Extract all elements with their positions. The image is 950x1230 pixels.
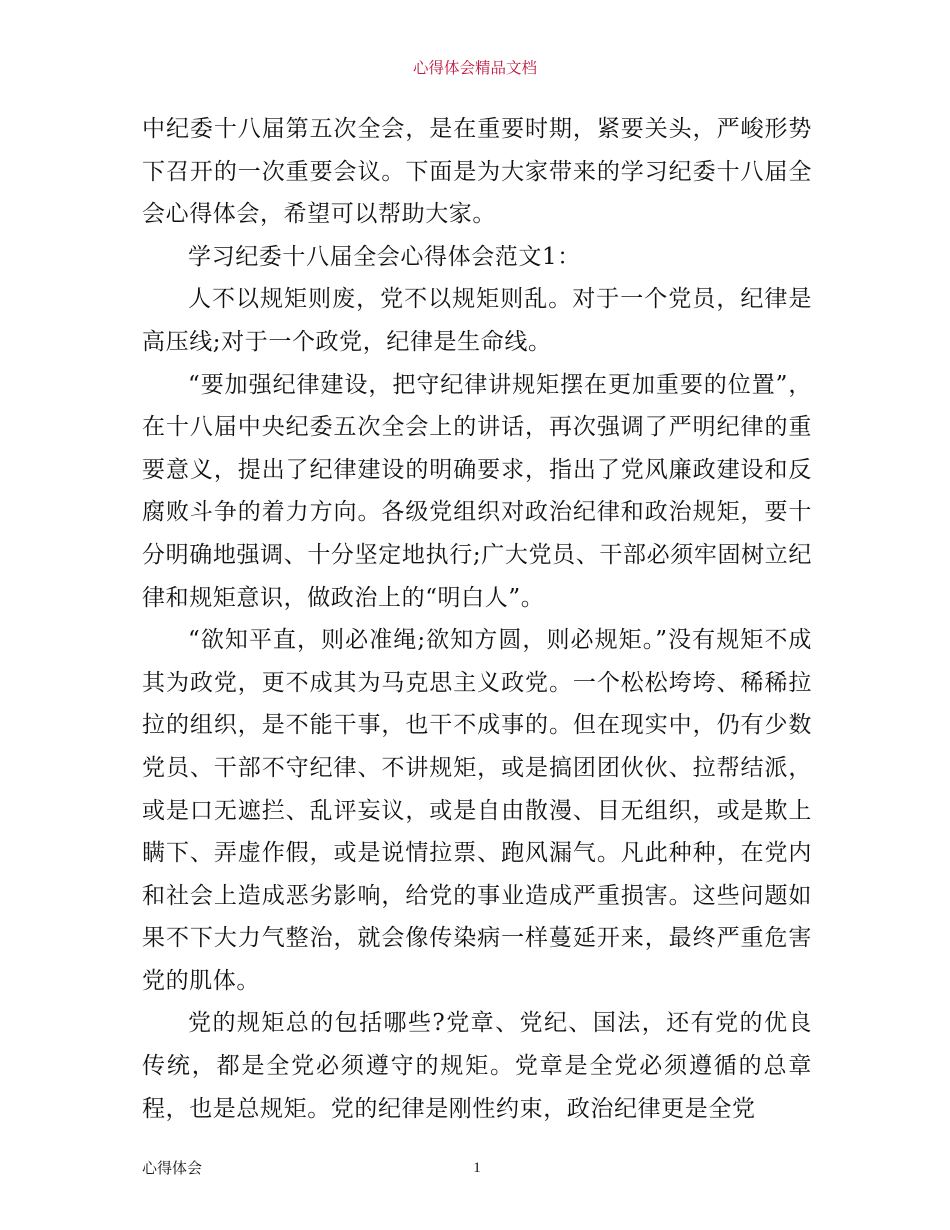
paragraph: 人不以规矩则废，党不以规矩则乱。对于一个党员，纪律是高压线;对于一个政党，纪律是生命线。 <box>142 286 812 355</box>
paragraph-section-title: 学习纪委十八届全会心得体会范文1： <box>188 243 581 270</box>
paragraph: “欲知平直，则必准绳;欲知方圆，则必规矩。”没有规矩不成其为政党，更不成其为马克思主义政党。一个松松垮垮、稀稀拉拉的组织，是不能干事，也干不成事的。但在现实中，仍有少数党员、干部不守纪律、不讲规矩，或是搞团团伙伙、拉帮结派，或是口无遮拦、乱评妄议，或是自由散漫、目无组织，或是欺上瞒下、弄虚作假，或是说情拉票、跑风漏气。凡此种种，在党内和社会上造成恶劣影响，给党的事业造成严重损害。这些问题如果不下大力气整治，就会像传染病一样蔓延开来，最终严重危害党的肌体。 <box>142 627 812 994</box>
page-number: 1 <box>473 1160 481 1176</box>
paragraph: 党的规矩总的包括哪些?党章、党纪、国法，还有党的优良传统，都是全党必须遵守的规矩。党章是全党必须遵循的总章程，也是总规矩。党的纪律是刚性约束，政治纪律更是全党 <box>142 1010 812 1122</box>
paragraph: “要加强纪律建设，把守纪律讲规矩摆在更加重要的位置”，在十八届中央纪委五次全会上的讲话，再次强调了严明纪律的重要意义，提出了纪律建设的明确要求，指出了党风廉政建设和反腐败斗争的着力方向。各级党组织对政治纪律和政治规矩，要十分明确地强调、十分坚定地执行;广大党员、干部必须牢固树立纪律和规矩意识，做政治上的“明白人”。 <box>142 371 812 611</box>
page-header: 心得体会精品文档 <box>412 59 537 77</box>
document-body <box>142 108 812 1130</box>
paragraph-intro: 中纪委十八届第五次全会，是在重要时期，紧要关头，严峻形势下召开的一次重要会议。下面是为大家带来的学习纪委十八届全会心得体会，希望可以帮助大家。 <box>142 116 812 228</box>
footer-label: 心得体会 <box>142 1159 203 1177</box>
page-footer <box>142 1158 812 1178</box>
